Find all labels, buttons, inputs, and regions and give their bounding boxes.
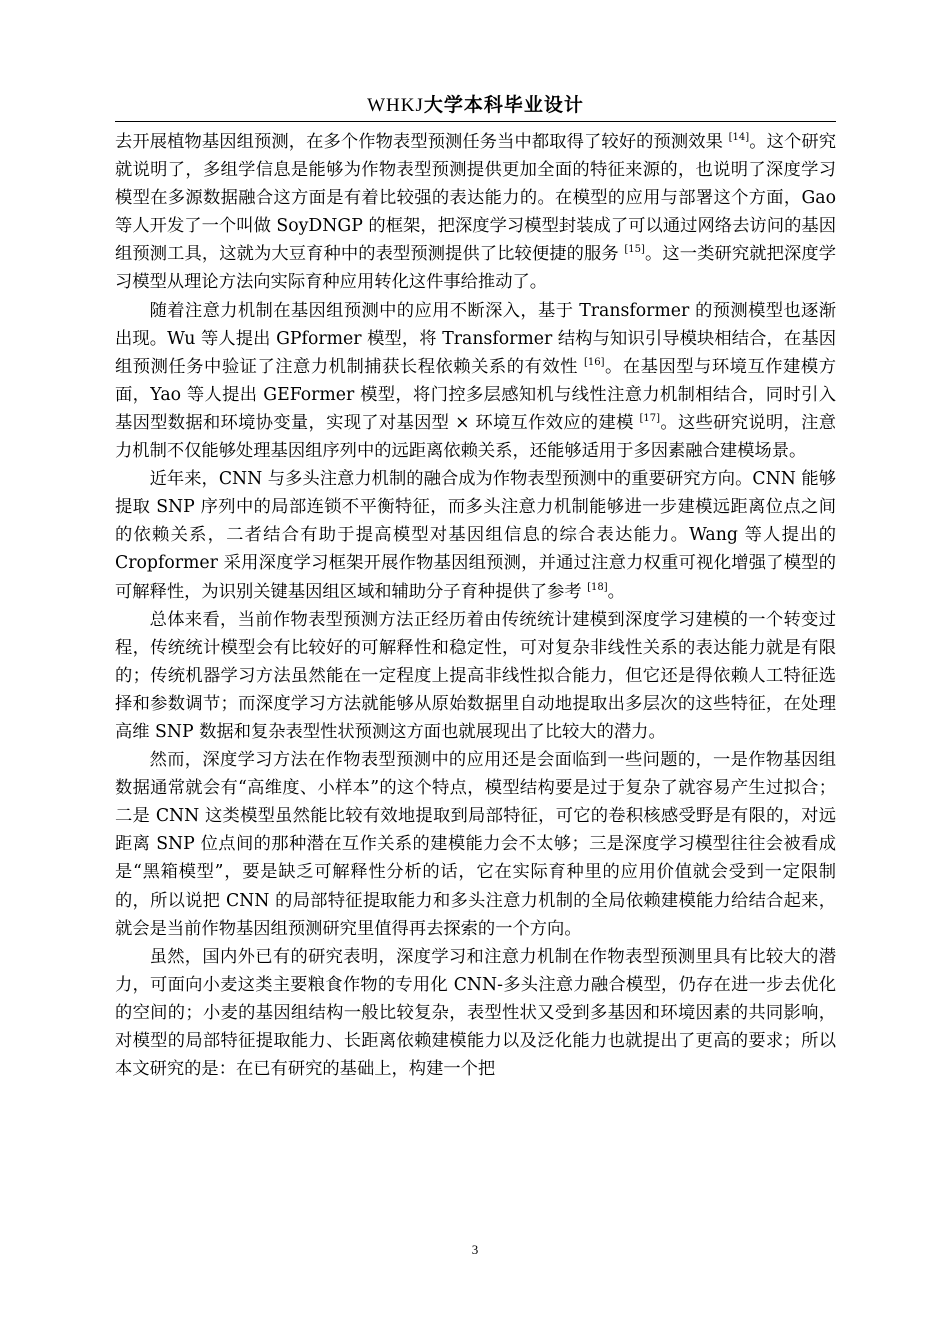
citation-ref: [14] <box>728 132 750 143</box>
page-header <box>115 92 836 119</box>
citation-ref: [18] <box>587 581 608 593</box>
citation-ref: [15] <box>624 244 645 256</box>
body-paragraph <box>115 943 836 1083</box>
body-paragraph <box>115 465 836 605</box>
header-code: WHKJ <box>367 95 424 116</box>
citation-ref: [17] <box>639 412 661 424</box>
paragraph-text: 随着注意力机制在基因组预测中的应用不断深入，基于 Transformer 的预测模型也逐渐出现。Wu 等人提出 GPformer 模型，将 Transformer 结构与知识引导模块相结合，在基因组预测任务中验证了注意力机制捕获长程依赖关系的有效性 <box>115 300 836 377</box>
body-paragraph <box>115 297 836 466</box>
citation-ref: [16] <box>583 356 605 368</box>
header-rule <box>115 121 836 122</box>
paragraph-text: 近年来，CNN 与多头注意力机制的融合成为作物表型预测中的重要研究方向。CNN 能够提取 SNP 序列中的局部连锁不平衡特征，而多头注意力机制能够进一步建模远距离位点之间的依赖关系，二者结合有助于提高模型对基因组信息的综合表达能力。Wang 等人提出的 Cropformer 采用深度学习框架开展作物基因组预测，并通过注意力权重可视化增强了模型的可解释性，为识别关键基因组区域和辅助分子育种提供了参考 <box>115 469 836 602</box>
paragraph-text: 。这些研究说明，注意力机制不仅能够处理基因组序列中的远距离依赖关系，还能够适用于多因素融合建模场景。 <box>115 412 836 462</box>
paragraph-text: 总体来看，当前作物表型预测方法正经历着由传统统计建模到深度学习建模的一个转变过程，传统统计模型会有比较好的可解释性和稳定性，可对复杂非线性关系的表达能力就是有限的；传统机器学习方法虽然能在一定程度上提高非线性拟合能力，但它还是得依赖人工特征选择和参数调节；而深度学习方法就能够从原始数据里自动地提取出多层次的这些特征，在处理高维 SNP 数据和复杂表型性状预测这方面也就展现出了比较大的潜力。 <box>115 609 836 742</box>
paragraph-text: 去开展植物基因组预测，在多个作物表型预测任务当中都取得了较好的预测效果 <box>115 132 729 152</box>
paragraph-text: 。在基因型与环境互作建模方面，Yao 等人提出 GEFormer 模型，将门控多层感知机与线性注意力机制相结合，同时引入基因型数据和环境协变量，实现了对基因型 × 环境互作效应的建模 <box>115 356 836 433</box>
page-number: 3 <box>471 1242 479 1257</box>
body-paragraph <box>115 128 836 297</box>
paragraph-text: 。这个研究就说明了，多组学信息是能够为作物表型预测提供更加全面的特征来源的，也说明了深度学习模型在多源数据融合这方面是有着比较强的表达能力的。在模型的应用与部署这个方面，Gao 等人开发了一个叫做 SoyDNGP 的框架，把深度学习模型封装成了可以通过网络去访问的基因组预测工具，这就为大豆育种中的表型预测提供了比较便捷的服务 <box>115 132 836 265</box>
header-title: 大学本科毕业设计 <box>423 94 584 116</box>
paragraph-text: 。 <box>607 581 625 602</box>
paragraph-text: 然而，深度学习方法在作物表型预测中的应用还是会面临到一些问题的，一是作物基因组数据通常就会有“高维度、小样本”的这个特点，模型结构要是过于复杂了就容易产生过拟合；二是 CNN 这类模型虽然能比较有效地提取到局部特征，可它的卷积核感受野是有限的，对远距离 SNP 位点间的那种潜在互作关系的建模能力会不太够；三是深度学习模型往往会被看成是“黑箱模型”，要是缺乏可解释性分析的话，它在实际育种里的应用价值就会受到一定限制的，所以说把 CNN 的局部特征提取能力和多头注意力机制的全局依赖建模能力给结合起来，就会是当前作物基因组预测研究里值得再去探索的一个方向。 <box>115 750 836 939</box>
body-text <box>115 128 836 1083</box>
body-paragraph <box>115 606 836 746</box>
body-paragraph <box>115 746 836 943</box>
paragraph-text: 虽然，国内外已有的研究表明，深度学习和注意力机制在作物表型预测里具有比较大的潜力，可面向小麦这类主要粮食作物的专用化 CNN-多头注意力融合模型，仍存在进一步去优化的空间的；小麦的基因组结构一般比较复杂，表型性状又受到多基因和环境因素的共同影响，对模型的局部特征提取能力、长距离依赖建模能力以及泛化能力也就提出了更高的要求；所以本文研究的是：在已有研究的基础上，构建一个把 <box>115 946 836 1080</box>
paragraph-text: 。这一类研究就把深度学习模型从理论方法向实际育种应用转化这件事给推动了。 <box>115 244 836 293</box>
